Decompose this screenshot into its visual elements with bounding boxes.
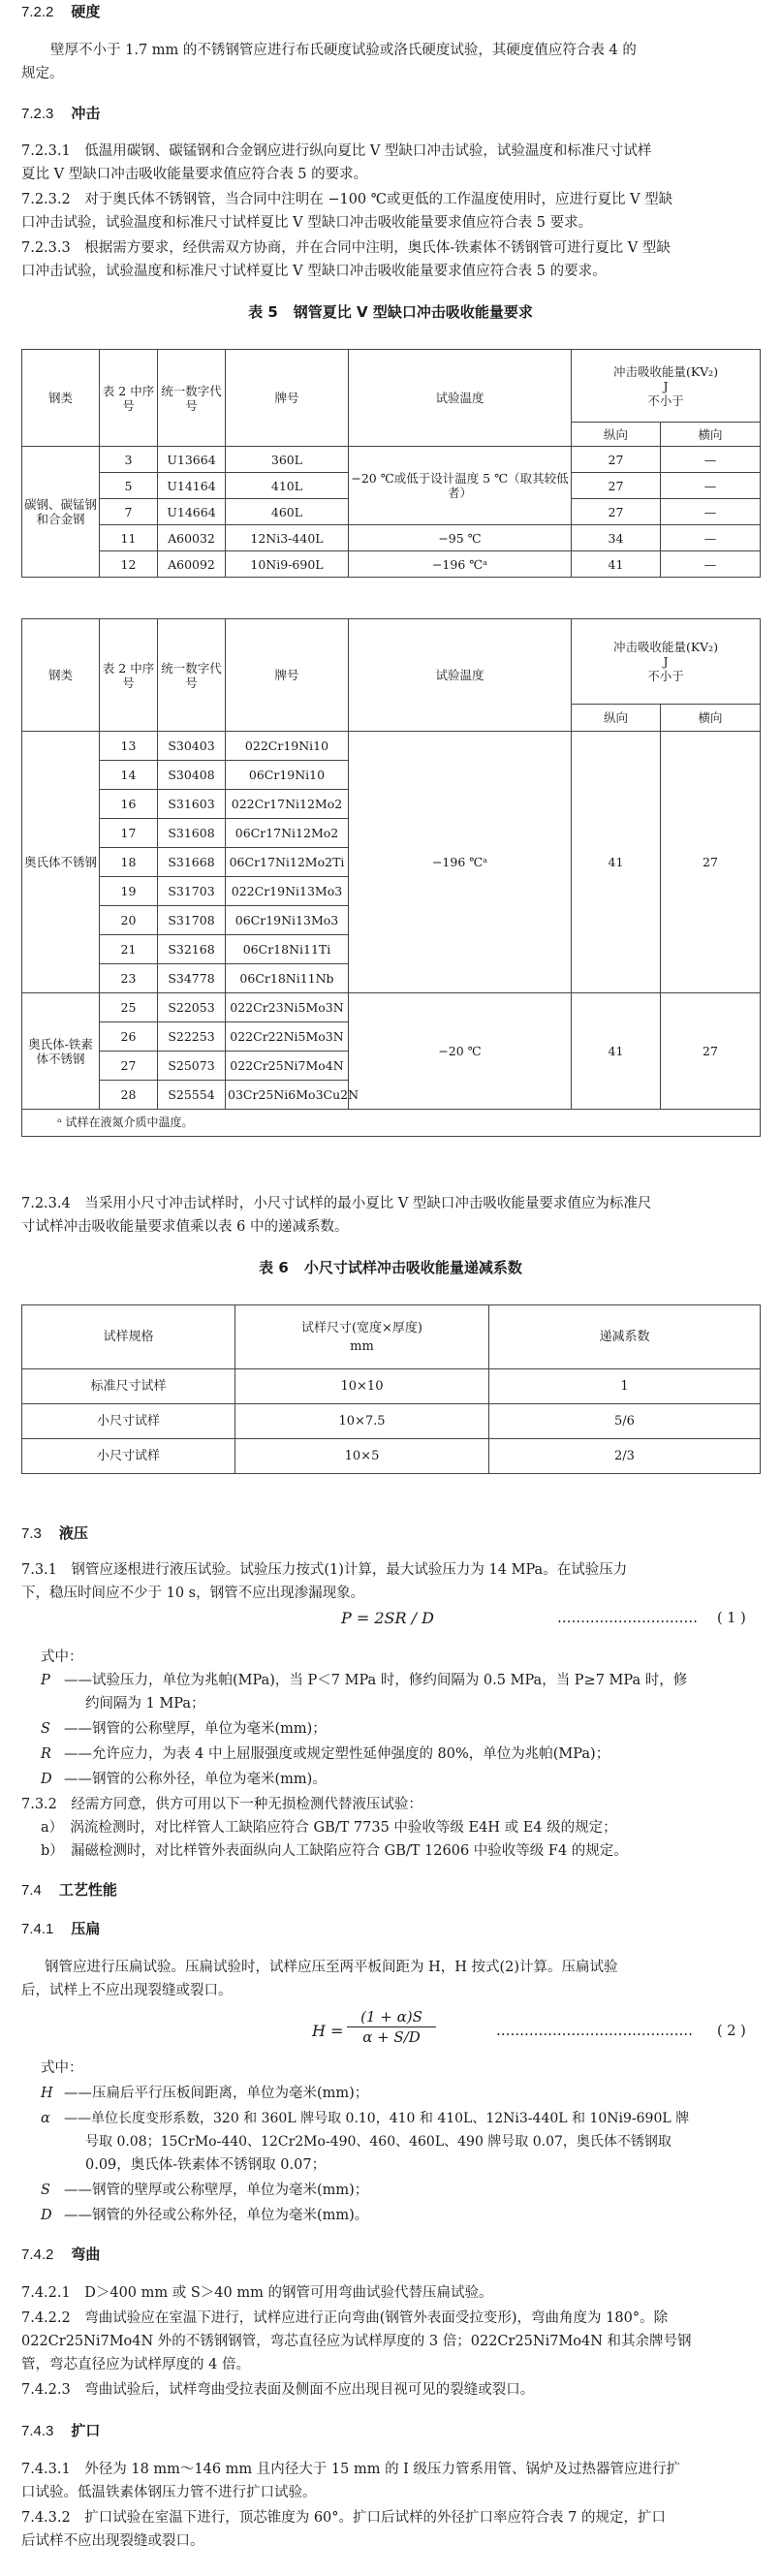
- definition-line: ——钢管的壁厚或公称壁厚，单位为毫米(mm)；: [64, 2183, 369, 2198]
- cell-transverse: —: [661, 473, 761, 499]
- paragraph-line: 7.3.2 经需方同意，供方可用以下一种无损检测代替液压试验：: [21, 1797, 422, 1812]
- table-5-part-1: [21, 349, 761, 578]
- cell-factor: 2/3: [489, 1439, 761, 1474]
- paragraph-line: 后，试样上不应出现裂缝或裂口。: [21, 1983, 233, 1998]
- symbol-r: R: [41, 1746, 51, 1762]
- equation-2-lhs: H =: [312, 2022, 344, 2040]
- cell-code: U13664: [158, 447, 226, 473]
- header-transverse: 横向: [661, 705, 761, 732]
- cell-grade: 460L: [226, 499, 349, 525]
- cell-longitudinal: 27: [572, 473, 661, 499]
- section-heading-7-4: 7.4 工艺性能: [21, 1881, 117, 1899]
- symbol-d: D: [41, 1772, 52, 1787]
- table-5-part-2: [21, 618, 761, 1137]
- section-heading-7-4-1: 7.4.1 压扁: [21, 1920, 101, 1937]
- cell-test-temp: −95 ℃: [349, 525, 572, 551]
- cell-grade: 022Cr25Ni7Mo4N: [226, 1052, 349, 1081]
- symbol-alpha: α: [41, 2111, 50, 2126]
- cell-seq: 14: [100, 761, 158, 790]
- paragraph-line: 7.2.3.4 当采用小尺寸冲击试样时，小尺寸试样的最小夏比 V 型缺口冲击吸收能量要求值应为标准尺: [21, 1196, 652, 1211]
- cell-code: S25073: [158, 1052, 226, 1081]
- cell-test-temp: −196 ℃ᵃ: [349, 551, 572, 578]
- cell-spec: 标准尺寸试样: [22, 1369, 235, 1404]
- cell-seq: 13: [100, 732, 158, 761]
- cell-code: S22053: [158, 993, 226, 1022]
- paragraph-line: 夏比 V 型缺口冲击吸收能量要求值应符合表 5 的要求。: [21, 167, 368, 182]
- where-label: 式中：: [41, 1649, 83, 1665]
- definition-line: ——钢管的外径或公称外径，单位为毫米(mm)。: [64, 2208, 369, 2223]
- cell-seq: 27: [100, 1052, 158, 1081]
- cell-code: S30408: [158, 761, 226, 790]
- definition-line: ——钢管的公称壁厚，单位为毫米(mm)；: [64, 1721, 327, 1737]
- cell-longitudinal: 41: [572, 732, 661, 993]
- cell-grade: 06Cr17Ni12Mo2: [226, 819, 349, 848]
- cell-code: S31703: [158, 877, 226, 906]
- cell-transverse: —: [661, 551, 761, 578]
- definition-line: 0.09，奥氏体-铁素体不锈钢取 0.07；: [85, 2157, 327, 2173]
- header-code: 统一数字代号: [158, 619, 226, 732]
- header-code: 统一数字代号: [158, 350, 226, 447]
- paragraph-line: 钢管应进行压扁试验。压扁试验时，试样应压至两平板间距为 H，H 按式(2)计算。压扁试验: [45, 1960, 618, 1975]
- cell-grade: 360L: [226, 447, 349, 473]
- definition-line: ——钢管的公称外径，单位为毫米(mm)。: [64, 1772, 327, 1787]
- cell-seq: 21: [100, 935, 158, 964]
- cell-grade: 06Cr17Ni12Mo2Ti: [226, 848, 349, 877]
- section-heading-7-2-3: 7.2.3 冲击: [21, 105, 101, 122]
- cell-transverse: 27: [661, 993, 761, 1110]
- symbol-s: S: [41, 1721, 50, 1737]
- cell-grade: 022Cr23Ni5Mo3N: [226, 993, 349, 1022]
- cell-longitudinal: 41: [572, 551, 661, 578]
- cell-steel-type: 奥氏体-铁素体不锈钢: [22, 993, 100, 1110]
- cell-grade: 03Cr25Ni6Mo3Cu2N: [226, 1081, 349, 1110]
- cell-seq: 18: [100, 848, 158, 877]
- paragraph-line: 口试验。低温铁素体钢压力管不进行扩口试验。: [21, 2485, 317, 2500]
- cell-code: S22253: [158, 1022, 226, 1052]
- equation-2-fraction: (1 + α)S α + S/D: [347, 2008, 436, 2046]
- symbol-s: S: [41, 2183, 50, 2198]
- where-label: 式中：: [41, 2060, 83, 2076]
- paragraph-line: 寸试样冲击吸收能量要求值乘以表 6 中的递减系数。: [21, 1219, 349, 1235]
- equation-2-number: ( 2 ): [717, 2024, 746, 2039]
- cell-longitudinal: 41: [572, 993, 661, 1110]
- header-grade: 牌号: [226, 350, 349, 447]
- definition-line: 号取 0.08；15CrMo-440、12Cr2Mo-490、460、460L、490 牌号取 0.07，奥氏体不锈钢取: [85, 2134, 672, 2150]
- definition-line: ——试验压力，单位为兆帕(MPa)，当 P＜7 MPa 时，修约间隔为 0.5 MPa，当 P≥7 MPa 时，修: [64, 1673, 688, 1688]
- cell-seq: 28: [100, 1081, 158, 1110]
- paragraph-line: 7.4.3.2 扩口试验在室温下进行，顶芯锥度为 60°。扩口后试样的外径扩口率应符合表 7 的规定，扩口: [21, 2510, 666, 2526]
- cell-code: S32168: [158, 935, 226, 964]
- header-seq: 表 2 中序号: [100, 350, 158, 447]
- cell-grade: 022Cr19Ni13Mo3: [226, 877, 349, 906]
- cell-steel-type: 碳钢、碳锰钢和合金钢: [22, 447, 100, 578]
- paragraph-line: 口冲击试验，试验温度和标准尺寸试样夏比 V 型缺口冲击吸收能量要求值应符合表 5 的要求。: [21, 264, 607, 279]
- cell-seq: 3: [100, 447, 158, 473]
- paragraph-line: 管，弯芯直径应为试样厚度的 4 倍。: [21, 2357, 250, 2372]
- cell-transverse: —: [661, 499, 761, 525]
- cell-seq: 12: [100, 551, 158, 578]
- cell-grade: 10Ni9-690L: [226, 551, 349, 578]
- cell-grade: 410L: [226, 473, 349, 499]
- cell-code: S31603: [158, 790, 226, 819]
- cell-seq: 19: [100, 877, 158, 906]
- paragraph-line: 7.4.2.1 D＞400 mm 或 S＞40 mm 的钢管可用弯曲试验代替压扁试验。: [21, 2285, 493, 2301]
- list-item-b: b） 漏磁检测时，对比样管外表面纵向人工缺陷应符合 GB/T 12606 中验收等级 F4 的规定。: [41, 1843, 628, 1859]
- paragraph-line: 7.3.1 钢管应逐根进行液压试验。试验压力按式(1)计算，最大试验压力为 14 MPa。在试验压力: [21, 1562, 628, 1578]
- header-transverse: 横向: [661, 423, 761, 447]
- cell-test-temp: −196 ℃ᵃ: [349, 732, 572, 993]
- header-steel-type: 钢类: [22, 350, 100, 447]
- cell-code: U14664: [158, 499, 226, 525]
- cell-seq: 25: [100, 993, 158, 1022]
- cell-grade: 022Cr22Ni5Mo3N: [226, 1022, 349, 1052]
- header-factor: 递减系数: [489, 1305, 761, 1369]
- paragraph-line: 规定。: [21, 66, 64, 81]
- cell-code: A60092: [158, 551, 226, 578]
- header-longitudinal: 纵向: [572, 705, 661, 732]
- header-seq: 表 2 中序号: [100, 619, 158, 732]
- equation-1-number: ( 1 ): [717, 1611, 746, 1626]
- symbol-p: P: [41, 1673, 50, 1688]
- paragraph-line: 7.2.3.1 低温用碳钢、碳锰钢和合金钢应进行纵向夏比 V 型缺口冲击试验，试验温度和标准尺寸试样: [21, 143, 652, 159]
- cell-grade: 022Cr17Ni12Mo2: [226, 790, 349, 819]
- cell-grade: 06Cr19Ni13Mo3: [226, 906, 349, 935]
- paragraph-line: 后试样不应出现裂缝或裂口。: [21, 2533, 204, 2549]
- paragraph-line: 022Cr25Ni7Mo4N 外的不锈钢钢管，弯芯直径应为试样厚度的 3 倍；022Cr25Ni7Mo4N 和其余牌号钢: [21, 2334, 692, 2349]
- cell-longitudinal: 34: [572, 525, 661, 551]
- cell-code: S31668: [158, 848, 226, 877]
- cell-spec: 小尺寸试样: [22, 1404, 235, 1439]
- cell-transverse: —: [661, 447, 761, 473]
- cell-longitudinal: 27: [572, 499, 661, 525]
- cell-code: S31608: [158, 819, 226, 848]
- header-spec: 试样规格: [22, 1305, 235, 1369]
- section-heading-7-4-2: 7.4.2 弯曲: [21, 2246, 101, 2263]
- definition-line: 约间隔为 1 MPa；: [85, 1696, 205, 1712]
- cell-grade: 022Cr19Ni10: [226, 732, 349, 761]
- cell-factor: 1: [489, 1369, 761, 1404]
- cell-code: U14164: [158, 473, 226, 499]
- header-steel-type: 钢类: [22, 619, 100, 732]
- paragraph-line: 口冲击试验，试验温度和标准尺寸试样夏比 V 型缺口冲击吸收能量要求值应符合表 5 要求。: [21, 215, 593, 231]
- cell-transverse: 27: [661, 732, 761, 993]
- cell-seq: 11: [100, 525, 158, 551]
- table-6: [21, 1304, 761, 1474]
- cell-seq: 20: [100, 906, 158, 935]
- paragraph-line: 7.4.2.2 弯曲试验应在室温下进行，试样应进行正向弯曲(钢管外表面受拉变形)，弯曲角度为 180°。除: [21, 2310, 669, 2326]
- cell-size: 10×5: [235, 1439, 489, 1474]
- equation-2-leader: ……………………………………: [496, 2024, 693, 2039]
- cell-code: S34778: [158, 964, 226, 993]
- section-heading-7-4-3: 7.4.3 扩口: [21, 2422, 101, 2439]
- header-test-temp: 试验温度: [349, 350, 572, 447]
- cell-longitudinal: 27: [572, 447, 661, 473]
- cell-seq: 23: [100, 964, 158, 993]
- cell-transverse: —: [661, 525, 761, 551]
- header-test-temp: 试验温度: [349, 619, 572, 732]
- header-size: 试样尺寸(宽度×厚度) mm: [235, 1305, 489, 1369]
- cell-factor: 5/6: [489, 1404, 761, 1439]
- header-longitudinal: 纵向: [572, 423, 661, 447]
- paragraph-line: 7.2.3.2 对于奥氏体不锈钢管，当合同中注明在 −100 ℃或更低的工作温度使用时，应进行夏比 V 型缺: [21, 192, 673, 207]
- cell-code: A60032: [158, 525, 226, 551]
- table-5-caption: 表 5 钢管夏比 V 型缺口冲击吸收能量要求: [248, 303, 533, 321]
- cell-code: S30403: [158, 732, 226, 761]
- definition-line: ——压扁后平行压板间距离，单位为毫米(mm)；: [64, 2086, 369, 2101]
- equation-1: P = 2SR / D: [341, 1609, 434, 1627]
- cell-seq: 5: [100, 473, 158, 499]
- header-impact-energy: 冲击吸收能量(KV₂) J 不小于: [572, 619, 761, 705]
- cell-seq: 26: [100, 1022, 158, 1052]
- cell-grade: 06Cr18Ni11Ti: [226, 935, 349, 964]
- cell-test-temp: −20 ℃: [349, 993, 572, 1110]
- cell-grade: 06Cr18Ni11Nb: [226, 964, 349, 993]
- cell-code: S25554: [158, 1081, 226, 1110]
- cell-grade: 06Cr19Ni10: [226, 761, 349, 790]
- header-grade: 牌号: [226, 619, 349, 732]
- cell-seq: 7: [100, 499, 158, 525]
- definition-line: ——单位长度变形系数，320 和 360L 牌号取 0.10，410 和 410L、12Ni3-440L 和 10Ni9-690L 牌: [64, 2111, 690, 2126]
- list-item-a: a） 涡流检测时，对比样管人工缺陷应符合 GB/T 7735 中验收等级 E4H 或 E4 级的规定；: [41, 1820, 617, 1836]
- table-5-footnote: ᵃ 试样在液氮介质中温度。: [22, 1110, 761, 1137]
- cell-grade: 12Ni3-440L: [226, 525, 349, 551]
- section-heading-7-3: 7.3 液压: [21, 1524, 88, 1542]
- cell-seq: 16: [100, 790, 158, 819]
- cell-seq: 17: [100, 819, 158, 848]
- paragraph-line: 7.4.2.3 弯曲试验后，试样弯曲受拉表面及侧面不应出现目视可见的裂缝或裂口。: [21, 2382, 535, 2398]
- paragraph-line: 7.2.3.3 根据需方要求，经供需双方协商，并在合同中注明，奥氏体-铁素体不锈钢管可进行夏比 V 型缺: [21, 240, 671, 256]
- header-impact-energy: 冲击吸收能量(KV₂) J 不小于: [572, 350, 761, 423]
- symbol-h: H: [41, 2086, 53, 2101]
- table-6-caption: 表 6 小尺寸试样冲击吸收能量递减系数: [259, 1259, 522, 1276]
- cell-size: 10×7.5: [235, 1404, 489, 1439]
- cell-size: 10×10: [235, 1369, 489, 1404]
- symbol-d: D: [41, 2208, 52, 2223]
- definition-line: ——允许应力，为表 4 中上屈服强度或规定塑性延伸强度的 80%，单位为兆帕(MPa)；: [64, 1746, 610, 1762]
- paragraph-line: 7.4.3.1 外径为 18 mm～146 mm 且内径大于 15 mm 的 I 级压力管系用管、锅炉及过热器管应进行扩: [21, 2462, 681, 2477]
- equation-1-leader: …………………………: [557, 1611, 698, 1626]
- cell-code: S31708: [158, 906, 226, 935]
- cell-steel-type: 奥氏体不锈钢: [22, 732, 100, 993]
- cell-test-temp: −20 ℃或低于设计温度 5 ℃（取其较低者）: [349, 447, 572, 525]
- paragraph-line: 壁厚不小于 1.7 mm 的不锈钢管应进行布氏硬度试验或洛氏硬度试验，其硬度值应符合表 4 的: [50, 43, 637, 58]
- section-heading-7-2-2: 7.2.2 硬度: [21, 3, 101, 20]
- paragraph-line: 下，稳压时间应不少于 10 s，钢管不应出现渗漏现象。: [21, 1586, 365, 1601]
- cell-spec: 小尺寸试样: [22, 1439, 235, 1474]
